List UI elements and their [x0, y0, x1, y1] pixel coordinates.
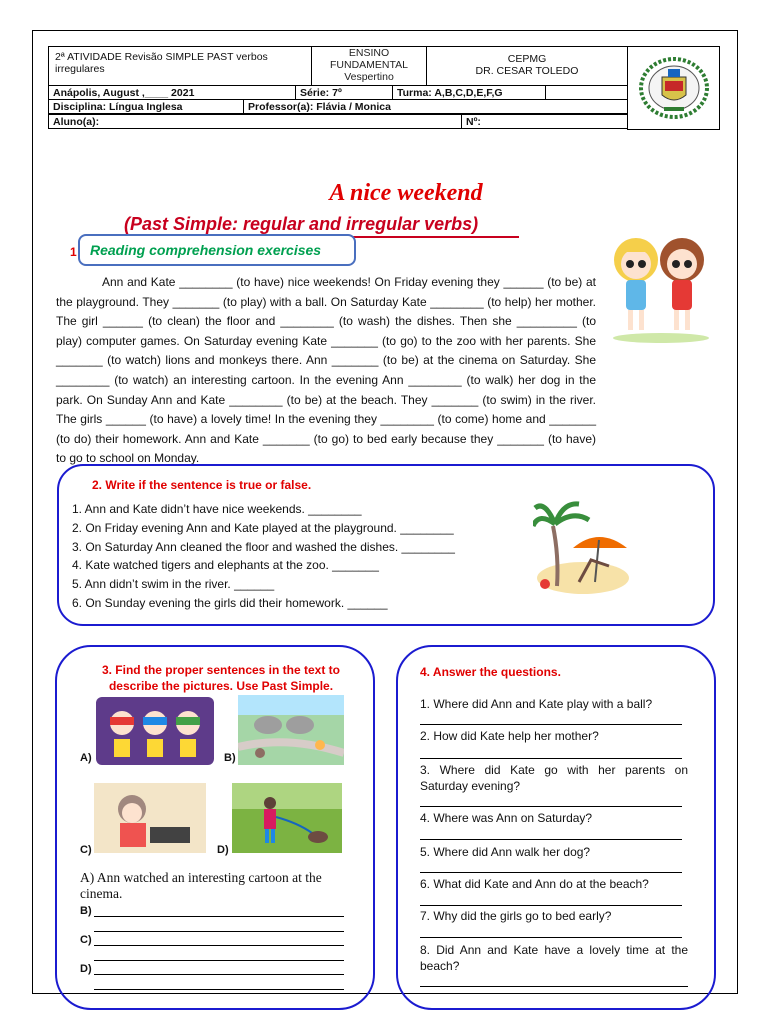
- picture-label-a: A): [80, 752, 92, 764]
- school-line-1: CEPMG: [507, 53, 547, 65]
- girl-dog-picture: [232, 783, 342, 853]
- page-subtitle: (Past Simple: regular and irregular verbs): [124, 214, 479, 234]
- true-false-list: [72, 500, 455, 613]
- school-level: [311, 46, 427, 86]
- teacher-field: Professor(a): Flávia / Monica: [243, 99, 628, 114]
- level-line-1: ENSINO: [348, 47, 390, 59]
- question-2: 2. How did Kate help her mother?: [420, 729, 599, 743]
- answer-line[interactable]: [94, 960, 344, 961]
- subject-field: Disciplina: Língua Inglesa: [48, 99, 244, 114]
- activity-title: 2ª ATIVIDADE Revisão SIMPLE PAST verbos irregulares: [48, 46, 312, 86]
- answer-line[interactable]: [94, 989, 344, 990]
- grade-field: Série: 7º: [295, 85, 393, 100]
- answer-line[interactable]: [420, 937, 682, 938]
- section1-number: 1: [70, 245, 77, 259]
- question-8: 8. Did Ann and Kate have a lovely time at the beach?: [420, 943, 688, 973]
- answer-line[interactable]: [420, 758, 682, 759]
- section4-title: 4. Answer the questions.: [420, 665, 561, 679]
- answer-line[interactable]: [420, 806, 682, 807]
- question-1: 1. Where did Ann and Kate play with a ball?: [420, 697, 653, 711]
- level-line-3: Vespertino: [344, 71, 394, 83]
- tf-item: 1. Ann and Kate didn’t have nice weekends. ________: [72, 502, 362, 516]
- school-name: [426, 46, 628, 86]
- section2-title: 2. Write if the sentence is true or false.: [92, 478, 312, 492]
- tf-item: 5. Ann didn’t swim in the river. ______: [72, 577, 275, 592]
- section1-heading: Reading comprehension exercises: [78, 234, 356, 266]
- school-line-2: DR. CESAR TOLEDO: [475, 65, 579, 77]
- question-6: 6. What did Kate and Ann do at the beach?: [420, 877, 649, 891]
- girl-computer-picture: [94, 783, 206, 853]
- question-3: 3. Where did Kate go with her parents on Saturday evening?: [420, 763, 688, 793]
- page-title: A nice weekend: [329, 180, 483, 206]
- beach-illustration: [533, 496, 633, 596]
- school-logo: [627, 46, 720, 130]
- passage-text: Ann and Kate ________ (to have) nice weekends! On Friday evening they ______ (to be) at the playground. They _______ (to play) with a ball. On Saturday Kate ________ (to help) her mother. The girl ______ (to clean) the floor and ________ (to wash) the dishes. Then she _________ (to play) computer games. On Saturday evening Kate _______ (to go) to the zoo with her parents. She _______ (to watch) lions and monkeys there. Ann _______ (to be) at the cinema on Saturday. She ________ (to watch) an interesting cartoon. In the evening Ann ________ (to walk) her dog in the park. On Sunday Ann and Kate ________ (to be) at the beach. They _______ (to swim) in the river. The girls ______ (to have) a lovely time! In the evening they ________ (to come) home and _______ (to do) their homework. Ann and Kate _______ (to go) to bed early because they _______ (to have) to go to school on Monday.: [56, 275, 596, 466]
- answer-line[interactable]: [420, 839, 682, 840]
- answer-line[interactable]: [94, 916, 344, 917]
- tf-item: 6. On Sunday evening the girls did their homework. ______: [72, 595, 388, 610]
- tf-item: 4. Kate watched tigers and elephants at the zoo. _______: [72, 558, 379, 573]
- answer-line[interactable]: [420, 724, 682, 725]
- tf-item: 2. On Friday evening Ann and Kate played at the playground. ________: [72, 520, 454, 535]
- number-field: Nº:: [461, 114, 628, 129]
- answer-label-d: D): [80, 963, 92, 975]
- question-7: 7. Why did the girls go to bed early?: [420, 909, 612, 923]
- picture-label-d: D): [217, 844, 229, 856]
- answer-label-c: C): [80, 934, 92, 946]
- empty-cell: [545, 85, 628, 100]
- reading-passage: [56, 273, 720, 469]
- cinema-picture: [96, 697, 214, 765]
- level-line-2: FUNDAMENTAL: [330, 59, 408, 71]
- answer-line[interactable]: [420, 872, 682, 873]
- zoo-picture: [238, 695, 344, 765]
- question-5: 5. Where did Ann walk her dog?: [420, 845, 591, 859]
- classes-field: Turma: A,B,C,D,E,F,G: [392, 85, 546, 100]
- tf-item: 3. On Saturday Ann cleaned the floor and washed the dishes. ________: [72, 539, 455, 554]
- answer-line[interactable]: [420, 905, 682, 906]
- date-field: Anápolis, August ,____ 2021: [48, 85, 296, 100]
- answer-line[interactable]: [94, 945, 344, 946]
- answer-line[interactable]: [420, 986, 688, 987]
- section3-title: 3. Find the proper sentences in the text to describe the pictures. Use Past Simple.: [101, 663, 341, 693]
- picture-label-b: B): [224, 752, 236, 764]
- sample-answer: A) Ann watched an interesting cartoon at the cinema.: [80, 870, 322, 901]
- picture-label-c: C): [80, 844, 92, 856]
- question-4: 4. Where was Ann on Saturday?: [420, 811, 593, 825]
- answer-line[interactable]: [94, 931, 344, 932]
- answer-label-b: B): [80, 905, 92, 917]
- answer-line[interactable]: [94, 974, 344, 975]
- student-field: Aluno(a):: [48, 114, 462, 129]
